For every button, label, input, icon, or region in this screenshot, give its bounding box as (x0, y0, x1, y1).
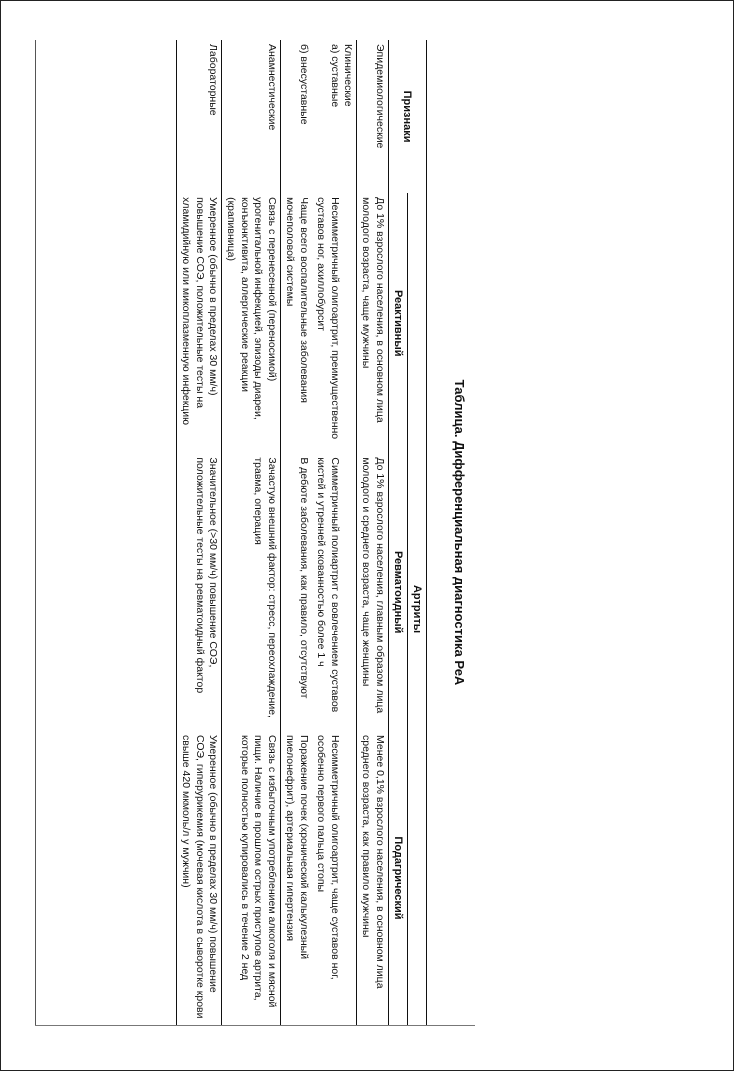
scan-edge (35, 1025, 475, 1026)
rheumatoid-cell: До 1% взрослого населения, главным образом лица молодого и среднего возраста, чаще женщины (356, 453, 388, 731)
feature-subtitle: а) суставные (328, 44, 341, 108)
feature-cell: Анамнестические (222, 40, 281, 193)
rotated-table-page (35, 40, 475, 1025)
header-row (407, 40, 426, 1025)
gout-cell: Умеренное (обычно в пределах 30 мм/ч) повышение СОЭ, гиперурикемия (мочевая кислота в сыворотке крови свыше 420 мкмоль/л у мужчин) (176, 731, 221, 1025)
gout-cell: Связь с избыточным употреблением алкоголя и мясной пищи. Наличие в прошлом острых приступов артрита, которые полностью купировались в течение 2 нед (222, 731, 281, 1025)
differential-diagnosis-table (176, 40, 427, 1025)
header-reactive: Реактивный (388, 193, 407, 453)
table-row (280, 40, 311, 1025)
rheumatoid-text: Симметричный полиартрит с вовлечением суставов кистей и утренней скованностью более 1 ч (315, 457, 341, 713)
rheumatoid-cell (312, 453, 357, 731)
header-arthritis-group: Артриты (407, 193, 426, 1025)
table-row (312, 40, 357, 1025)
header-features: Признаки (388, 40, 426, 193)
gout-text: Несимметричный олигоартрит, чаще суставов ног, особенно первого пальца стопы (315, 734, 341, 980)
reactive-cell: Связь с перенесенной (переносимой) урогенитальной инфекцией, эпизоды диареи, конъюнктивита, аллергические реакции (крапивница) (222, 193, 281, 453)
gout-cell: Поражение почек (хронический калькулезный пиелонефрит), артериальная гипертензия (280, 731, 311, 1025)
header-rheumatoid: Ревматоидный (388, 453, 407, 731)
feature-cell (312, 40, 357, 193)
gout-cell (312, 731, 357, 1025)
feature-cell: Лабораторные (176, 40, 221, 193)
table-row (176, 40, 221, 1025)
feature-cell: Эпидемиологические (356, 40, 388, 193)
header-gout: Подагрический (388, 731, 407, 1025)
table-row (222, 40, 281, 1025)
reactive-cell (312, 193, 357, 453)
feature-group-title: Клинические (341, 44, 354, 107)
reactive-cell: Умеренное (обычно в пределах 30 мм/ч) повышение СОЭ, положительные тесты на хламидийную или микоплазменную инфекцию (176, 193, 221, 453)
reactive-cell: До 1% взрослого населения, в основном лица молодого возраста, чаще мужчины (356, 193, 388, 453)
rheumatoid-cell: Зачастую внешний фактор: стресс, переохлаждение, травма, операция (222, 453, 281, 731)
table-caption: Таблица. Дифференциальная диагностика РеА (452, 379, 467, 686)
reactive-cell: Чаще всего воспалительные заболевания мочеполовой системы (280, 193, 311, 453)
rheumatoid-cell: Значительное (>30 мм/ч) повышение СОЭ, положительные тесты на ревматоидный фактор (176, 453, 221, 731)
rheumatoid-cell: В дебюте заболевания, как правило, отсутствуют (280, 453, 311, 731)
feature-cell: б) внесуставные (280, 40, 311, 193)
gout-cell: Менее 0,1% взрослого населения, в основном лица среднего возраста, как правило мужчины (356, 731, 388, 1025)
table-row (356, 40, 388, 1025)
reactive-text: Несимметричный олигоартрит, преимущественно суставов ног, ахиллобурсит (315, 197, 341, 440)
